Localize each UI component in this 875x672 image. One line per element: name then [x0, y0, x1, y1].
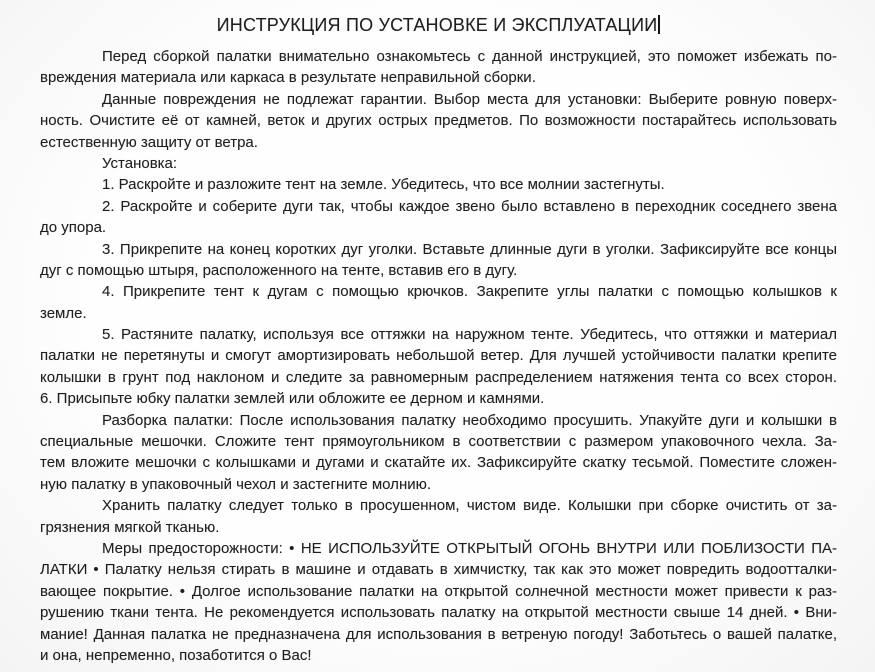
paragraph: [40, 538, 837, 666]
text-line: 5. Растяните палатку, используя все оттяжки на наружном тенте. Убедитесь, что оттяжки и материал: [102, 326, 837, 344]
text-line: рушению ткани тента. Не рекомендуется использовать палатку на открытой местности свыше 14 дней. • Вни-: [40, 604, 837, 622]
paragraph: [40, 410, 837, 496]
text-line: земле.: [40, 304, 87, 322]
document-title: ИНСТРУКЦИЯ ПО УСТАНОВКЕ И ЭКСПЛУАТАЦИИ: [216, 15, 658, 35]
text-line: колышки в грунт под наклоном и следите за равномерным распределением натяжения тента со всех сторон.: [40, 368, 837, 386]
title-line: [40, 13, 837, 38]
paragraph: [40, 495, 837, 538]
text-line: ную палатку в упаковочный чехол и застегните молнию.: [40, 475, 432, 493]
text-line: Разборка палатки: После использования палатку необходимо просушить. Упакуйте дуги и колышки в: [102, 411, 837, 429]
text-line: 4. Прикрепите тент к дугам с помощью крючков. Закрепите углы палатки с помощью колышков к: [102, 283, 837, 301]
text-line: вреждения материала или каркаса в результате неправильной сборки.: [40, 69, 536, 87]
paragraph: [40, 324, 837, 410]
paragraph: [40, 239, 837, 282]
text-line: 3. Прикрепите на конец коротких дуг уголки. Вставьте длинные дуги в уголки. Зафиксируйте все концы: [102, 240, 837, 258]
text-line: тем вложите мешочки с колышками и дугами и скатайте их. Зафиксируйте скатку тесьмой. Поместите сложен-: [40, 454, 837, 472]
text-line: палатки не перетянуты и смогут амортизировать небольшой ветер. Для лучшей устойчивости палатки крепите: [40, 347, 837, 365]
text-line: до упора.: [40, 219, 107, 237]
text-line: Данные повреждения не подлежат гарантии. Выбор места для установки: Выберите ровную поверх-: [102, 90, 837, 108]
text-line: грязнения мягкой тканью.: [40, 518, 220, 536]
text-line: естественную защиту от ветра.: [40, 133, 258, 151]
text-line: ность. Очистите её от камней, веток и других острых предметов. По возможности постарайтесь использовать: [40, 112, 837, 130]
text-line: и она, непременно, позаботится о Вас!: [40, 646, 312, 664]
text-line: 2. Раскройте и соберите дуги так, чтобы каждое звено было вставлено в переходник соседнего звена: [102, 197, 837, 215]
paragraph: [40, 174, 837, 195]
paragraph: [40, 46, 837, 89]
text-line: ЛАТКИ • Палатку нельзя стирать в машине и отдавать в химчистку, так как это может повредить водоотталки-: [40, 561, 837, 579]
text-line: вающее покрытие. • Долгое использование палатки на открытой солнечной местности может привести к раз-: [40, 582, 837, 600]
text-line: 6. Присыпьте юбку палатки землей или обложите ее дерном и камнями.: [40, 390, 545, 408]
text-line: Хранить палатку следует только в просушенном, чистом виде. Колышки при сборке очистить от за-: [102, 497, 837, 515]
paragraph: [40, 281, 837, 324]
text-line: мание! Данная палатка не предназначена для использования в ветреную погоду! Заботьтесь о вашей палатке,: [40, 625, 837, 643]
document-body[interactable]: [40, 46, 837, 666]
text-line: дуг с помощью штыря, расположенного на тенте, вставив его в дугу.: [40, 261, 518, 279]
text-line: Меры предосторожности: • НЕ ИСПОЛЬЗУЙТЕ ОТКРЫТЫЙ ОГОНЬ ВНУТРИ ИЛИ ПОБЛИЗОСТИ ПА-: [102, 539, 837, 557]
text-line: 1. Раскройте и разложите тент на земле. Убедитесь, что все молнии застегнуты.: [102, 176, 665, 194]
paragraph: [40, 89, 837, 153]
paragraph: [40, 196, 837, 239]
paragraph: [40, 153, 837, 174]
text-line: Установка:: [102, 154, 178, 172]
text-line: Перед сборкой палатки внимательно ознакомьтесь с данной инструкцией, это поможет избежать по-: [102, 48, 837, 65]
text-cursor: [658, 15, 660, 34]
text-line: специальные мешочки. Сложите тент прямоугольником в соответствии с размером упаковочного чехла. За-: [40, 433, 837, 451]
